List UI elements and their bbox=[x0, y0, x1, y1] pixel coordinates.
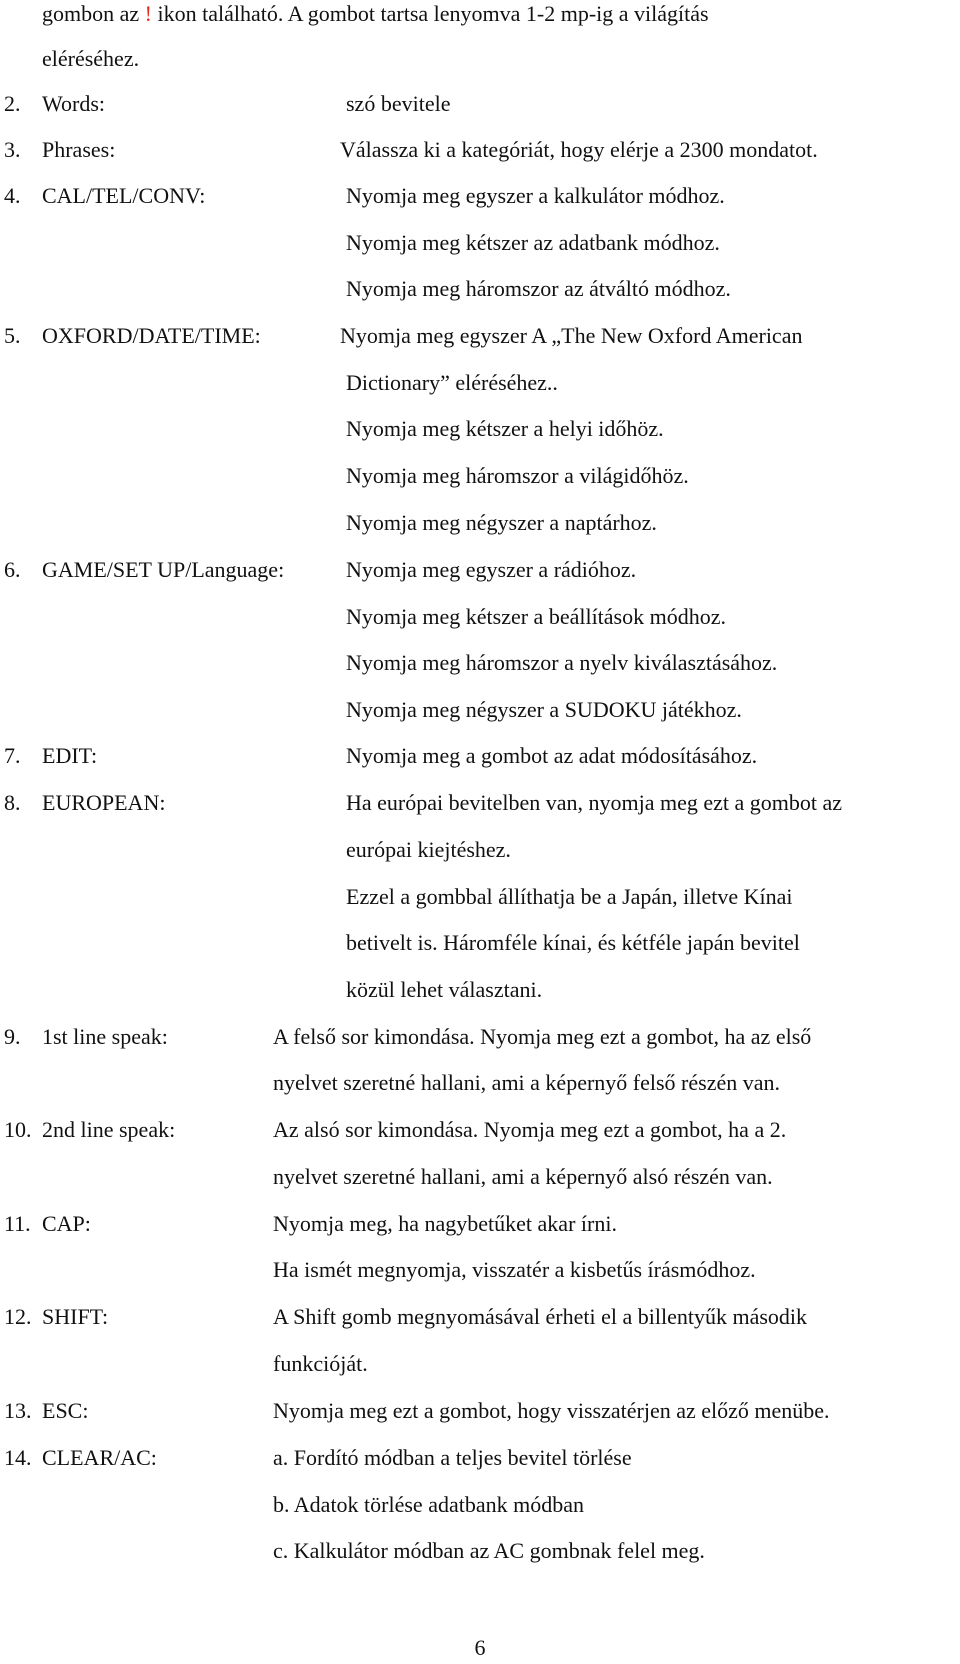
item-desc: Ha európai bevitelben van, nyomja meg ezt a gombot az bbox=[346, 790, 843, 815]
item-label: EUROPEAN: bbox=[42, 790, 166, 815]
item-desc: Nyomja meg négyszer a naptárhoz. bbox=[346, 510, 657, 535]
item-desc: funkcióját. bbox=[273, 1351, 368, 1376]
item-number: 6. bbox=[4, 557, 21, 582]
item-desc: Nyomja meg háromszor az átváltó módhoz. bbox=[346, 276, 731, 301]
item-number: 10. bbox=[4, 1117, 32, 1142]
item-desc: közül lehet választani. bbox=[346, 977, 543, 1002]
item-label: Words: bbox=[42, 91, 106, 116]
item-desc: európai kiejtéshez. bbox=[346, 837, 511, 862]
item-number: 14. bbox=[4, 1445, 32, 1470]
item-number: 2. bbox=[4, 91, 21, 116]
item-desc: c. Kalkulátor módban az AC gombnak felel meg. bbox=[273, 1538, 705, 1563]
item-desc: Ezzel a gombbal állíthatja be a Japán, illetve Kínai bbox=[346, 884, 793, 909]
item-number: 4. bbox=[4, 183, 21, 208]
item-label: CAP: bbox=[42, 1211, 91, 1236]
page-number: 6 bbox=[474, 1635, 486, 1660]
item-label: CAL/TEL/CONV: bbox=[42, 183, 206, 208]
intro-text-after: ikon található. A gombot tartsa lenyomva 1-2 mp-ig a világítás bbox=[157, 1, 709, 26]
item-desc: Nyomja meg kétszer az adatbank módhoz. bbox=[346, 230, 720, 255]
item-label: CLEAR/AC: bbox=[42, 1445, 157, 1470]
item-desc: nyelvet szeretné hallani, ami a képernyő felső részén van. bbox=[273, 1070, 780, 1095]
item-desc: szó bevitele bbox=[346, 91, 451, 116]
item-desc: Dictionary” eléréséhez.. bbox=[346, 370, 558, 395]
item-label: 2nd line speak: bbox=[42, 1117, 176, 1142]
item-number: 8. bbox=[4, 790, 21, 815]
item-desc: Nyomja meg ezt a gombot, hogy visszatérjen az előző menübe. bbox=[273, 1398, 830, 1423]
item-number: 13. bbox=[4, 1398, 32, 1423]
item-label: ESC: bbox=[42, 1398, 89, 1423]
intro-line-1 bbox=[42, 0, 709, 29]
item-number: 7. bbox=[4, 743, 21, 768]
item-number: 12. bbox=[4, 1304, 32, 1329]
item-desc: Nyomja meg háromszor a világidőhöz. bbox=[346, 463, 689, 488]
item-desc: A Shift gomb megnyomásával érheti el a billentyűk második bbox=[273, 1304, 808, 1329]
item-desc: nyelvet szeretné hallani, ami a képernyő alsó részén van. bbox=[273, 1164, 773, 1189]
item-desc: Nyomja meg, ha nagybetűket akar írni. bbox=[273, 1211, 617, 1236]
item-desc: Nyomja meg kétszer a helyi időhöz. bbox=[346, 416, 664, 441]
item-number: 9. bbox=[4, 1024, 21, 1049]
item-number: 11. bbox=[4, 1211, 31, 1236]
item-desc: Nyomja meg háromszor a nyelv kiválasztásához. bbox=[346, 650, 778, 675]
item-label: SHIFT: bbox=[42, 1304, 109, 1329]
item-desc: b. Adatok törlése adatbank módban bbox=[273, 1492, 584, 1517]
intro-text-before: gombon az bbox=[42, 1, 140, 26]
item-desc: Nyomja meg egyszer a kalkulátor módhoz. bbox=[346, 183, 725, 208]
item-label: OXFORD/DATE/TIME: bbox=[42, 323, 261, 348]
intro-line-2: eléréséhez. bbox=[42, 46, 140, 71]
item-label: GAME/SET UP/Language: bbox=[42, 557, 285, 582]
exclamation-icon: ! bbox=[144, 1, 152, 26]
item-desc: betivelt is. Háromféle kínai, és kétféle japán bevitel bbox=[346, 930, 800, 955]
item-number: 3. bbox=[4, 137, 21, 162]
item-label: 1st line speak: bbox=[42, 1024, 168, 1049]
item-desc: Nyomja meg a gombot az adat módosításához. bbox=[346, 743, 758, 768]
item-desc: Az alsó sor kimondása. Nyomja meg ezt a gombot, ha a 2. bbox=[273, 1117, 787, 1142]
item-desc: A felső sor kimondása. Nyomja meg ezt a gombot, ha az első bbox=[273, 1024, 812, 1049]
item-desc: Nyomja meg négyszer a SUDOKU játékhoz. bbox=[346, 697, 742, 722]
item-desc: Nyomja meg egyszer A „The New Oxford American bbox=[340, 323, 803, 348]
item-desc: a. Fordító módban a teljes bevitel törlése bbox=[273, 1445, 632, 1470]
item-label: Phrases: bbox=[42, 137, 116, 162]
item-desc: Nyomja meg egyszer a rádióhoz. bbox=[346, 557, 637, 582]
item-number: 5. bbox=[4, 323, 21, 348]
item-desc: Ha ismét megnyomja, visszatér a kisbetűs írásmódhoz. bbox=[273, 1257, 756, 1282]
item-desc: Nyomja meg kétszer a beállítások módhoz. bbox=[346, 604, 726, 629]
item-label: EDIT: bbox=[42, 743, 98, 768]
item-desc: Válassza ki a kategóriát, hogy elérje a 2300 mondatot. bbox=[340, 137, 818, 162]
